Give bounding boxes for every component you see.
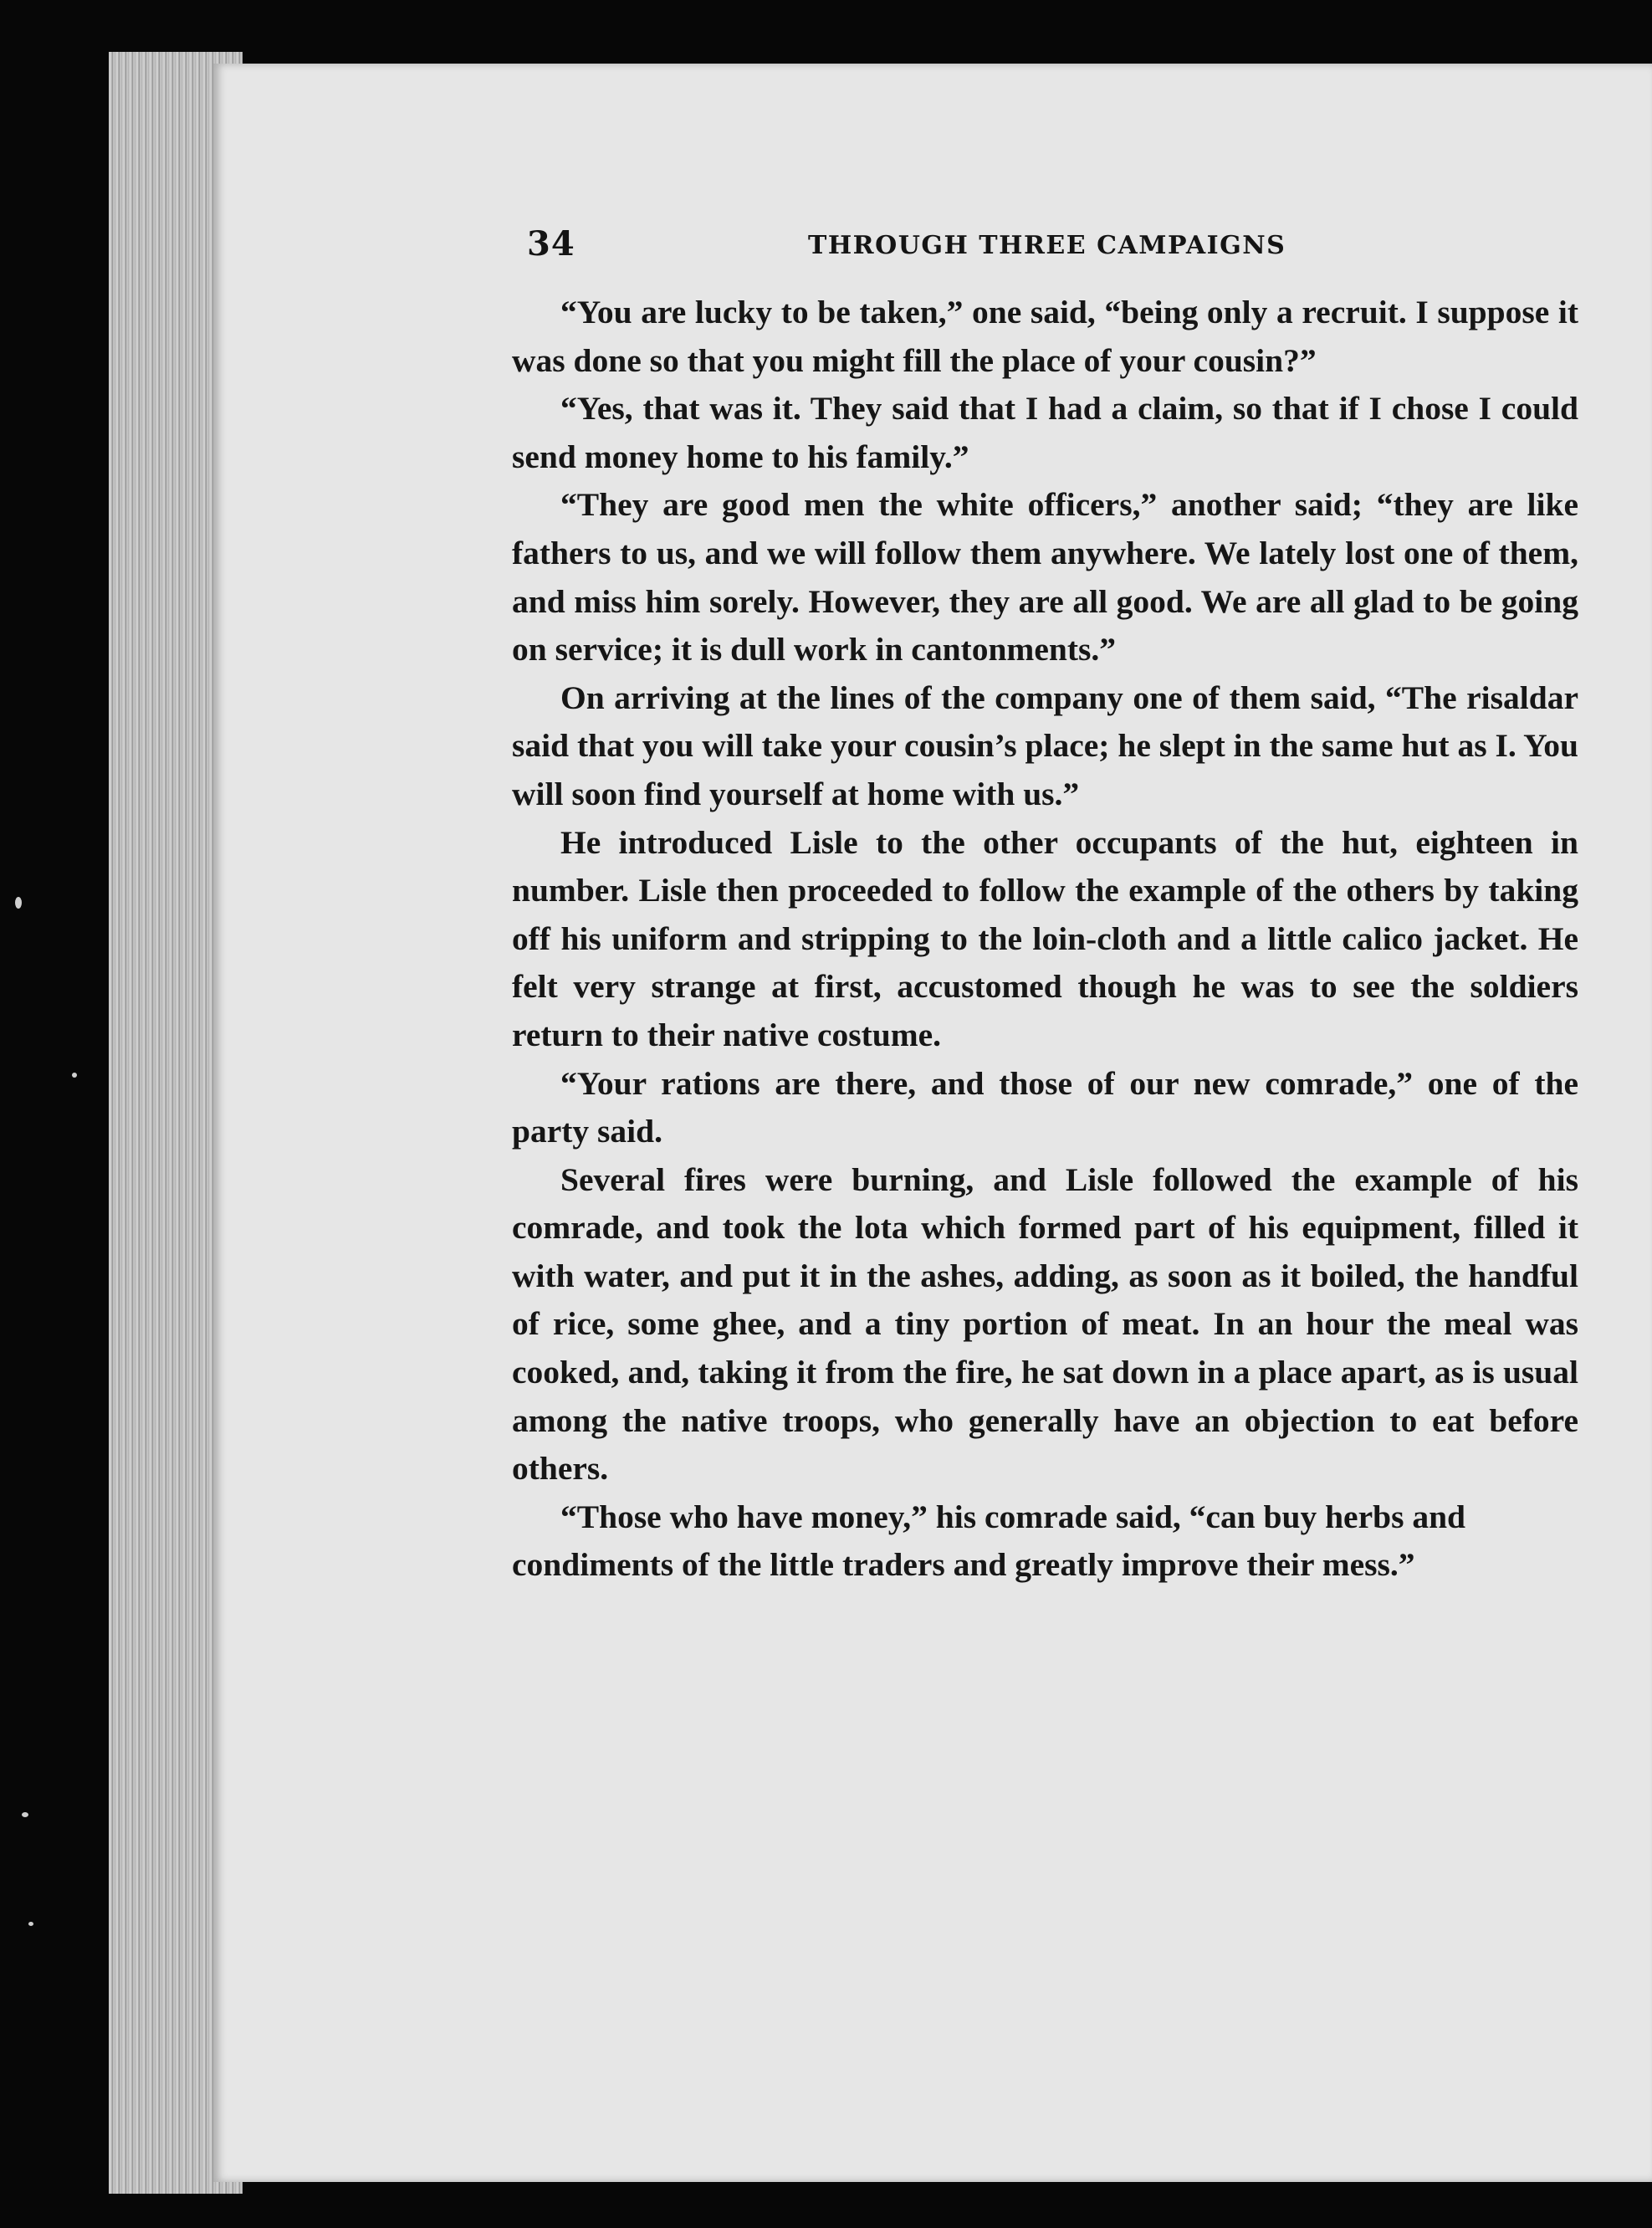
paragraph: Several fires were burning, and Lisle followed the example of his comrade, and took the lota which formed part of his equipment, filled it with water, and put it in the ashes, adding, as soon as it boiled, the handful of rice, some ghee, and a tiny portion of meat. In an hour the meal was cooked, and, taking it from the fire, he sat down in a place apart, as is usual among the native troops, who generally have an objection to eat before others. <box>512 1160 1578 1488</box>
paragraph: “Your rations are there, and those of our new comrade,” one of the party said. <box>512 1064 1578 1150</box>
scan-speck <box>22 1812 28 1817</box>
paragraph: “They are good men the white officers,” another said; “they are like fathers to us, and we will follow them anywhere. We lately lost one of them, and miss him sorely. However, they are all good. We are all glad to be going on service; it is dull work in cantonments.” <box>512 486 1578 668</box>
running-title: THROUGH THREE CAMPAIGNS <box>808 231 1286 260</box>
page-number: 34 <box>527 224 575 264</box>
scan-speck <box>72 1073 77 1078</box>
scan-speck <box>28 1922 33 1926</box>
running-head <box>527 224 1573 274</box>
paragraph: He introduced Lisle to the other occupants of the hut, eighteen in number. Lisle then proceeded to follow the example of the others by taking off his uniform and stripping to the loin-cloth and a little calico jacket. He felt very strange at first, accustomed though he was to see the soldiers return to their native costume. <box>512 823 1578 1053</box>
scan-speck <box>15 897 22 909</box>
paragraph: “Yes, that was it. They said that I had a claim, so that if I chose I could send money home to his family.” <box>512 390 1578 475</box>
body-text <box>512 289 1578 1590</box>
paragraph: “Those who have money,” his comrade said, “can buy herbs and condiments of the little traders and greatly improve their mess.” <box>512 1498 1466 1584</box>
paragraph: “You are lucky to be taken,” one said, “being only a recruit. I suppose it was done so that you might fill the place of your cousin?” <box>512 294 1578 379</box>
paragraph: On arriving at the lines of the company one of them said, “The risaldar said that you will take your cousin’s place; he slept in the same hut as I. You will soon find yourself at home with us.” <box>512 679 1578 812</box>
